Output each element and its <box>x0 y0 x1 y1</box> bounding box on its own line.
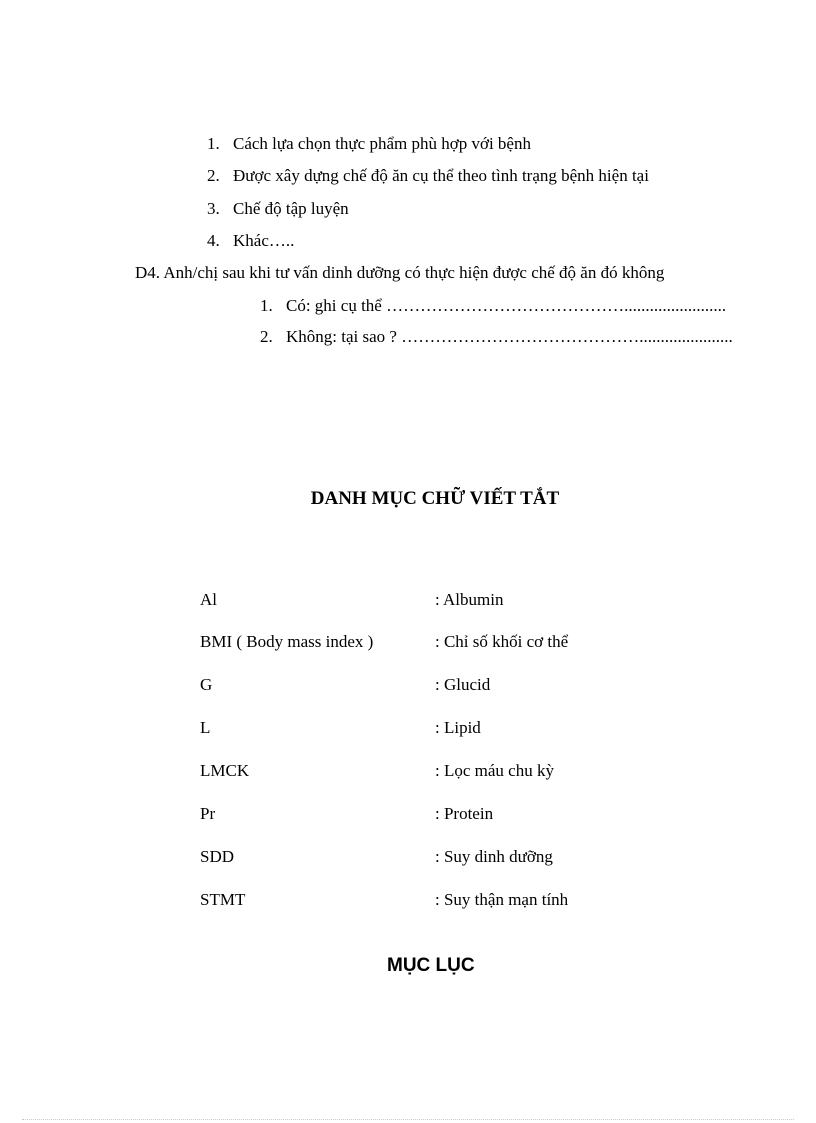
abbreviation-row <box>200 718 720 740</box>
abbreviation-row <box>200 761 720 783</box>
abbreviation-term: SDD <box>200 847 235 866</box>
abbreviation-term: Pr <box>200 804 216 823</box>
list-item-text: Được xây dựng chế độ ăn cụ thể theo tình trạng bệnh hiện tại <box>233 166 649 185</box>
abbreviation-meaning: : Suy thận mạn tính <box>435 890 569 909</box>
abbreviation-term: BMI ( Body mass index ) <box>200 632 374 651</box>
abbreviation-term: Al <box>200 590 217 609</box>
abbreviation-meaning: : Glucid <box>435 675 491 694</box>
abbreviation-term: G <box>200 675 213 694</box>
abbreviation-meaning: : Lipid <box>435 718 481 737</box>
page-bottom-divider <box>22 1119 794 1120</box>
d4-option-1 <box>260 296 726 316</box>
abbreviation-meaning: : Lọc máu chu kỳ <box>435 761 554 780</box>
abbreviation-row <box>200 590 720 612</box>
abbreviation-meaning: : Protein <box>435 804 494 823</box>
abbreviation-meaning: : Chỉ số khối cơ thể <box>435 632 569 651</box>
abbreviations-title: DANH MỤC CHỮ VIẾT TẮT <box>310 488 560 509</box>
abbreviation-row <box>200 890 720 912</box>
abbreviation-term: STMT <box>200 890 246 909</box>
option-text: Có: ghi cụ thể ……………………………………........................ <box>286 296 727 315</box>
option-text: Không: tại sao ? ……………………………………...................... <box>286 327 733 346</box>
abbreviation-term: LMCK <box>200 761 250 780</box>
abbreviation-meaning: : Suy dinh dưỡng <box>435 847 553 866</box>
toc-title: MỤC LỤC <box>387 955 475 976</box>
abbreviation-row <box>200 804 720 826</box>
abbreviation-term: L <box>200 718 211 737</box>
list-number: 2. <box>207 166 220 185</box>
question-list-item-1 <box>207 134 531 154</box>
question-d4: D4. Anh/chị sau khi tư vấn dinh dưỡng có thực hiện được chế độ ăn đó không <box>135 263 665 282</box>
abbreviation-row <box>200 847 720 869</box>
abbreviation-row <box>200 632 720 654</box>
list-item-text: Chế độ tập luyện <box>233 199 349 218</box>
question-list-item-4 <box>207 231 294 251</box>
list-number: 4. <box>207 231 220 250</box>
list-number: 2. <box>260 327 273 346</box>
list-item-text: Cách lựa chọn thực phẩm phù hợp với bệnh <box>233 134 531 153</box>
list-number: 1. <box>260 296 273 315</box>
list-number: 3. <box>207 199 220 218</box>
d4-option-2 <box>260 327 733 347</box>
question-list-item-3 <box>207 199 349 219</box>
list-number: 1. <box>207 134 220 153</box>
list-item-text: Khác….. <box>233 231 295 250</box>
question-list-item-2 <box>207 166 649 186</box>
abbreviation-row <box>200 675 720 697</box>
abbreviation-meaning: : Albumin <box>435 590 504 609</box>
